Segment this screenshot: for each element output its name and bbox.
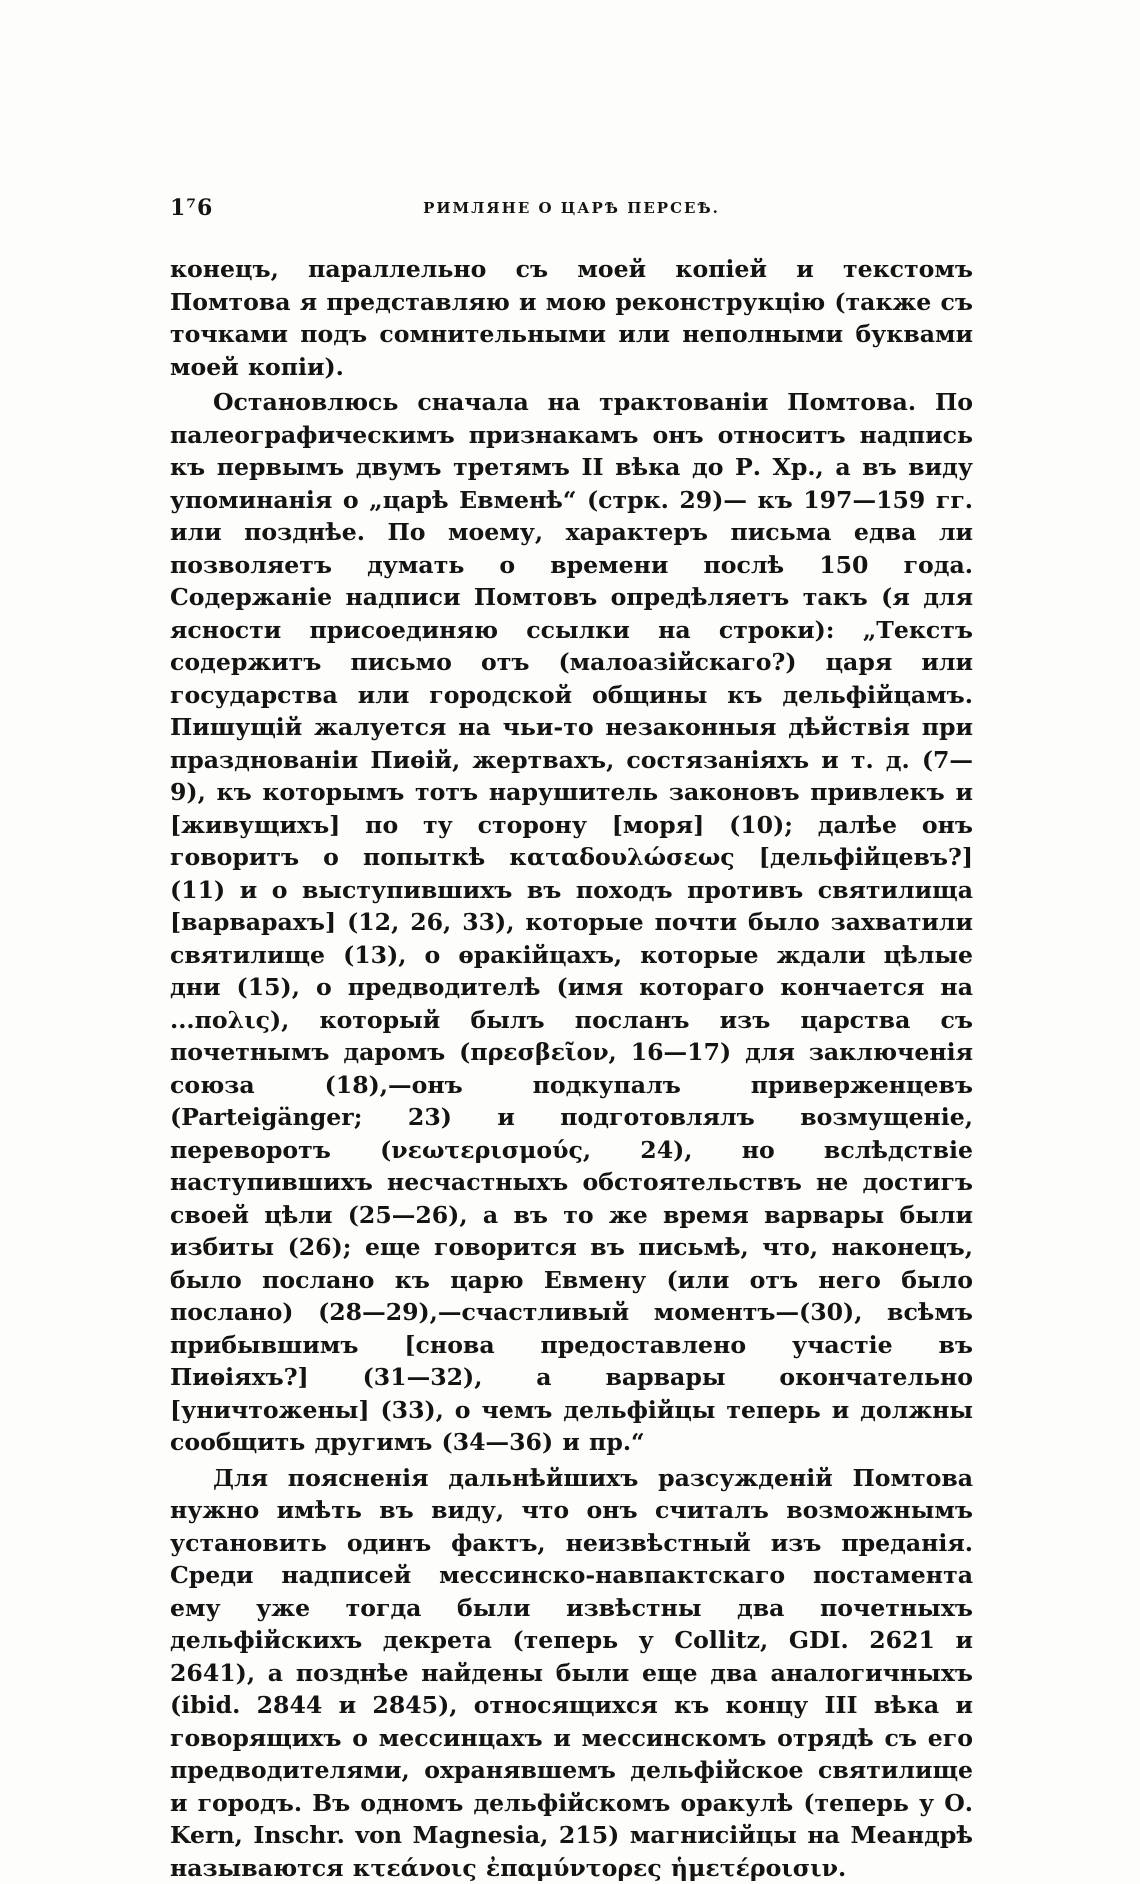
paragraph-pomtow-reasoning: Для поясненія дальнѣйшихъ разсужденій Помтова нужно имѣть въ виду, что онъ считалъ возможнымъ установить одинъ фактъ, неизвѣстный изъ преданія. Среди надписей мессинско-навпактскаго постамента ему уже тогда были извѣстны два почетныхъ дельфійскихъ декрета (теперь у Collitz, GDI. 2621 и 2641), а позднѣе найдены были еще два аналогичныхъ (ibid. 2844 и 2845), относящихся къ концу III вѣка и говорящихъ о мессинцахъ и мессинскомъ отрядѣ съ его предводителями, охранявшемъ дельфійское святилище и городъ. Въ одномъ дельфійскомъ оракулѣ (теперь у О. Kern, Inschr. von Magnesia, 215) магнисійцы на Меандрѣ называются κτεάνοις ἐπαμύντορες ἡμετέροισιν.: [170, 1462, 973, 1884]
page-number: 1⁷6: [170, 195, 213, 221]
running-title: РИМЛЯНЕ О ЦАРѢ ПЕРСЕѢ.: [170, 199, 973, 217]
paragraph-pomtow-interpretation: Остановлюсь сначала на трактованіи Помтова. По палеографическимъ признакамъ онъ относитъ надпись къ первымъ двумъ третямъ II вѣка до Р. Хр., а въ виду упоминанія о „царѣ Евменѣ“ (стрк. 29)— къ 197—159 гг. или позднѣе. По моему, характеръ письма едва ли позволяетъ думать о времени послѣ 150 года. Содержаніе надписи Помтовъ опредѣляетъ такъ (я для ясности присоединяю ссылки на строки): „Текстъ содержитъ письмо отъ (малоазійскаго?) царя или государства или городской общины къ дельфійцамъ. Пишущій жалуется на чьи-то незаконныя дѣйствія при празднованіи Пиѳій, жертвахъ, состязаніяхъ и т. д. (7—9), къ которымъ тотъ нарушитель законовъ привлекъ и [живущихъ] по ту сторону [моря] (10); далѣе онъ говоритъ о попыткѣ καταδουλώσεως [дельфійцевъ?] (11) и о выступившихъ въ походъ противъ святилища [варварахъ] (12, 26, 33), которые почти было захватили святилище (13), о ѳракійцахъ, которые ждали цѣлые дни (15), о предводителѣ (имя котораго кончается на ...πολις), который былъ посланъ изъ царства съ почетнымъ даромъ (πρεσβεῖον, 16—17) для заключенія союза (18),—онъ подкупалъ приверженцевъ (Parteigänger; 23) и подготовлялъ возмущеніе, переворотъ (νεωτερισμούς, 24), но вслѣдствіе наступившихъ несчастныхъ обстоятельствъ не достигъ своей цѣли (25—26), а въ то же время варвары были избиты (26); еще говорится въ письмѣ, что, наконецъ, было послано къ царю Евмену (или отъ него было послано) (28—29),—счастливый моментъ—(30), всѣмъ прибывшимъ [снова предоставлено участіе въ Пиѳіяхъ?] (31—32), а варвары окончательно [уничтожены] (33), о чемъ дельфійцы теперь и должны сообщить другимъ (34—36) и пр.“: [170, 386, 973, 1459]
page-header: [170, 195, 973, 229]
paragraph-continuation: конецъ, параллельно съ моей копіей и текстомъ Помтова я представляю и мою реконструкцію (также съ точками подъ сомнительными или неполными буквами моей копіи).: [170, 253, 973, 383]
book-page: [170, 195, 973, 1884]
